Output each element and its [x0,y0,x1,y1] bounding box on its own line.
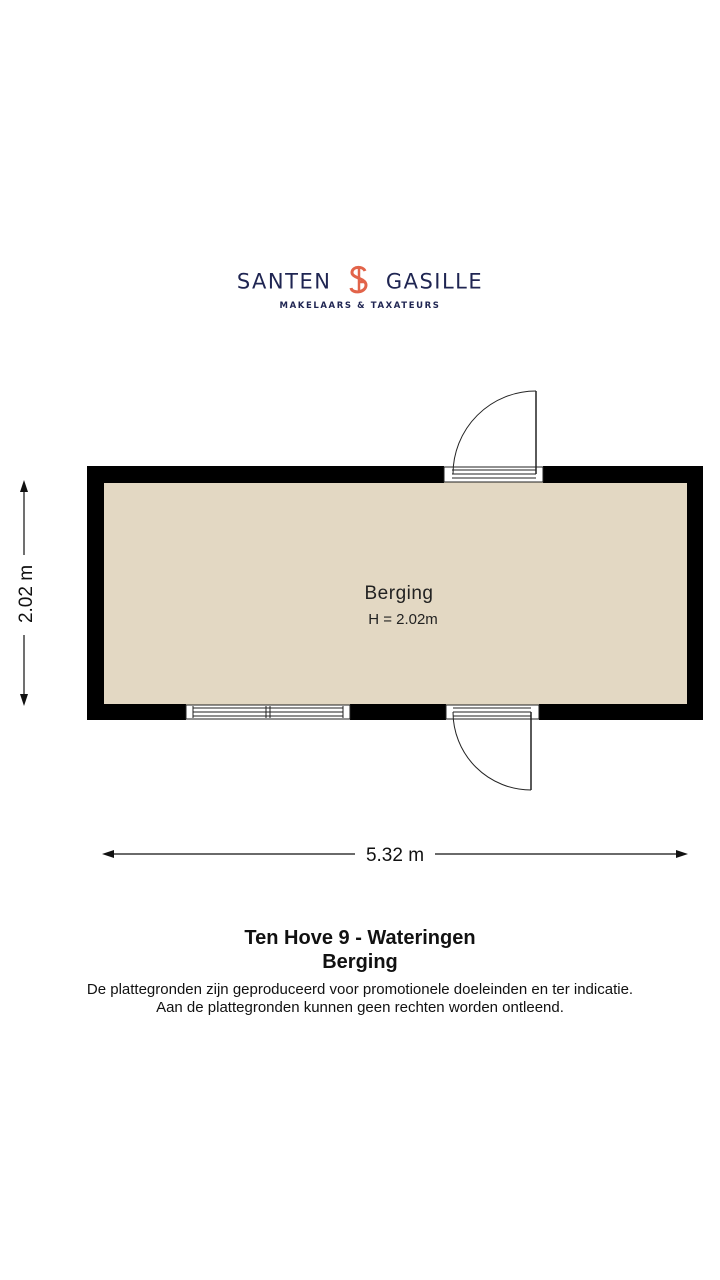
floor-name: Berging [322,951,398,973]
window-bottom [186,705,350,719]
brand-name-right: GASILLE [385,269,484,294]
brand-tagline: MAKELAARS & TAXATEURS [279,301,441,311]
plan-title [0,926,720,974]
disclaimer [0,981,720,1017]
room-name: Berging [364,583,434,604]
disclaimer-line-2: Aan de plattegronden kunnen geen rechten worden ontleend. [156,999,564,1016]
address: Ten Hove 9 - Wateringen [244,927,476,949]
disclaimer-line-1: De plattegronden zijn geproduceerd voor promotionele doeleinden en ter indicatie. [86,981,634,998]
door-top [444,391,543,482]
room-height: H = 2.02m [368,611,438,628]
door-bottom [446,705,539,790]
height-dimension-label: 2.02 m [16,564,37,624]
brand-name-left: SANTEN [236,269,332,294]
width-dimension-label: 5.32 m [365,845,425,866]
